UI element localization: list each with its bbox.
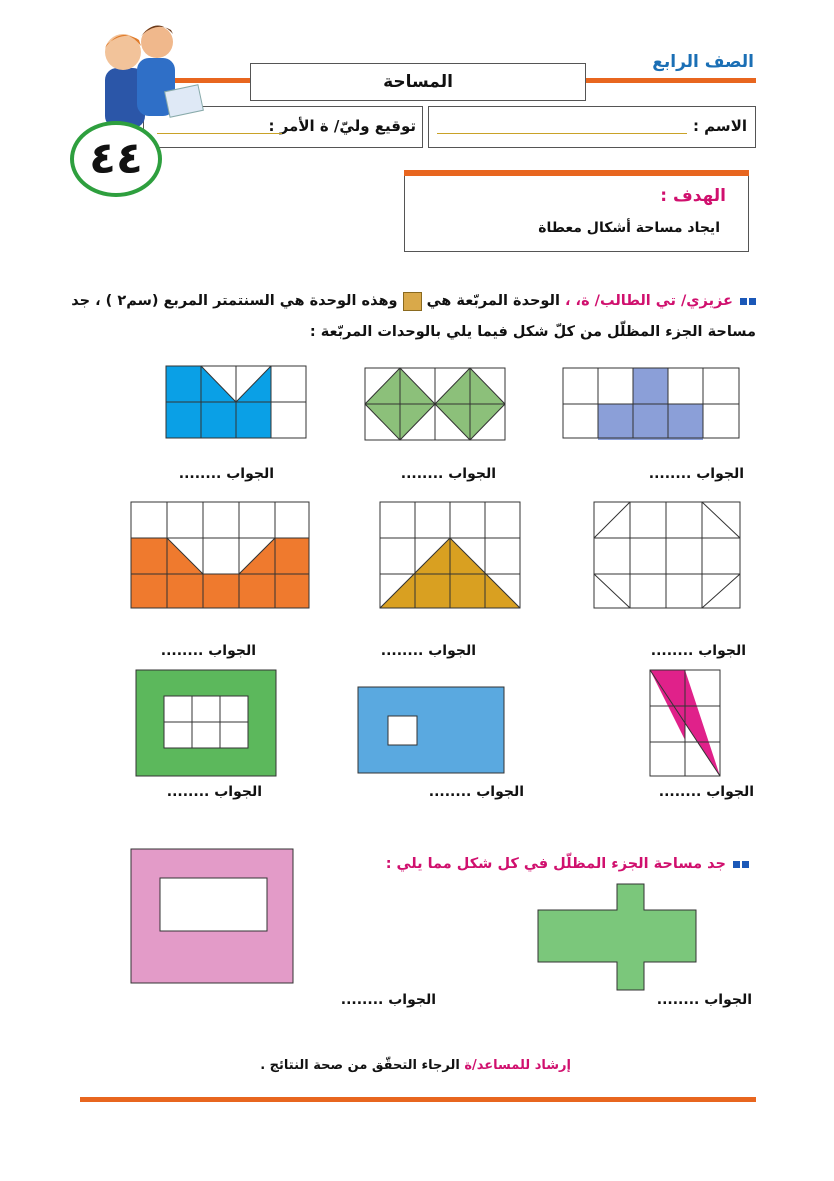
page-title: المساحة	[250, 63, 586, 101]
answer-label: الجواب	[208, 643, 256, 659]
footer-note-label: إرشاد للمساعد/ة	[464, 1058, 571, 1073]
footer-note	[260, 1058, 571, 1073]
footer-note-text: الرجاء التحقّق من صحة النتائج .	[260, 1058, 460, 1073]
lesson-number: ٤٤	[89, 133, 143, 184]
figure-green-chevron	[365, 368, 507, 440]
answer-3[interactable]	[649, 466, 744, 482]
answer-10[interactable]	[341, 992, 436, 1008]
answer-dots: ........	[166, 784, 210, 800]
figure-blue-shape	[166, 366, 308, 438]
name-field[interactable]	[428, 106, 756, 148]
answer-label: الجواب	[704, 992, 752, 1008]
answer-dots: ........	[656, 992, 700, 1008]
bullet-icon	[742, 861, 749, 868]
goal-box	[404, 176, 749, 252]
answer-dots: ........	[178, 466, 222, 482]
name-dotted-line	[437, 133, 687, 134]
instructions-line-1	[71, 287, 756, 315]
figure-blue-frame	[358, 687, 506, 775]
answer-label: الجواب	[706, 784, 754, 800]
goal-title: الهدف :	[660, 186, 726, 206]
answer-dots: ........	[428, 784, 472, 800]
student-head-2	[141, 26, 173, 58]
goal-text: ايجاد مساحة أشكال معطاة	[538, 220, 720, 236]
answer-4[interactable]	[161, 643, 256, 659]
unit-text-a: الوحدة المربّعة هي	[426, 293, 560, 309]
answer-label: الجواب	[428, 643, 476, 659]
grade-label: الصف الرابع	[652, 52, 754, 72]
figure-green-frame	[136, 670, 278, 778]
answer-dots: ........	[648, 466, 692, 482]
answer-dots: ........	[658, 784, 702, 800]
answer-5[interactable]	[381, 643, 476, 659]
section2-title	[386, 850, 749, 878]
bottom-orange-line	[80, 1097, 756, 1102]
bullet-icon	[740, 298, 747, 305]
answer-dots: ........	[160, 643, 204, 659]
figure-magenta-triangles	[650, 670, 722, 778]
figure-orange-shape	[131, 502, 311, 610]
bullet-icon	[749, 298, 756, 305]
figure-pink-frame	[131, 849, 295, 985]
instructions-line-2: مساحة الجزء المظلّل من كلّ شكل فيما يلي بالوحدات المربّعة :	[309, 324, 756, 340]
answer-dots: ........	[380, 643, 424, 659]
unit-text-b: وهذه الوحدة هي السنتمتر المربع (سم٢ ) ، جد	[71, 293, 398, 309]
answer-label: الجواب	[698, 643, 746, 659]
unit-square-icon	[403, 292, 422, 311]
answer-label: الجواب	[226, 466, 274, 482]
lesson-number-badge	[70, 121, 162, 197]
answer-label: الجواب	[448, 466, 496, 482]
answer-8[interactable]	[429, 784, 524, 800]
answer-7[interactable]	[167, 784, 262, 800]
figure-gold-triangle	[380, 502, 522, 610]
answer-9[interactable]	[659, 784, 754, 800]
bullet-icon	[733, 861, 740, 868]
guardian-label: توقيع وليّ/ ة الأمر :	[268, 117, 416, 135]
answer-dots: ........	[400, 466, 444, 482]
answer-dots: ........	[340, 992, 384, 1008]
answer-6[interactable]	[651, 643, 746, 659]
answer-dots: ........	[650, 643, 694, 659]
answer-label: الجواب	[214, 784, 262, 800]
figure-lavender-shape	[563, 368, 741, 440]
greeting-text: عزيزي/ تي الطالب/ ة، ،	[565, 293, 733, 309]
figure-octagon-outline	[594, 502, 742, 610]
name-label: الاسم :	[692, 117, 747, 135]
answer-label: الجواب	[696, 466, 744, 482]
answer-label: الجواب	[476, 784, 524, 800]
answer-11[interactable]	[657, 992, 752, 1008]
section2-title-text: جد مساحة الجزء المظلّل في كل شكل مما يلي :	[385, 856, 726, 872]
answer-label: الجواب	[388, 992, 436, 1008]
answer-2[interactable]	[401, 466, 496, 482]
answer-1[interactable]	[179, 466, 274, 482]
figure-green-cross	[538, 884, 698, 992]
